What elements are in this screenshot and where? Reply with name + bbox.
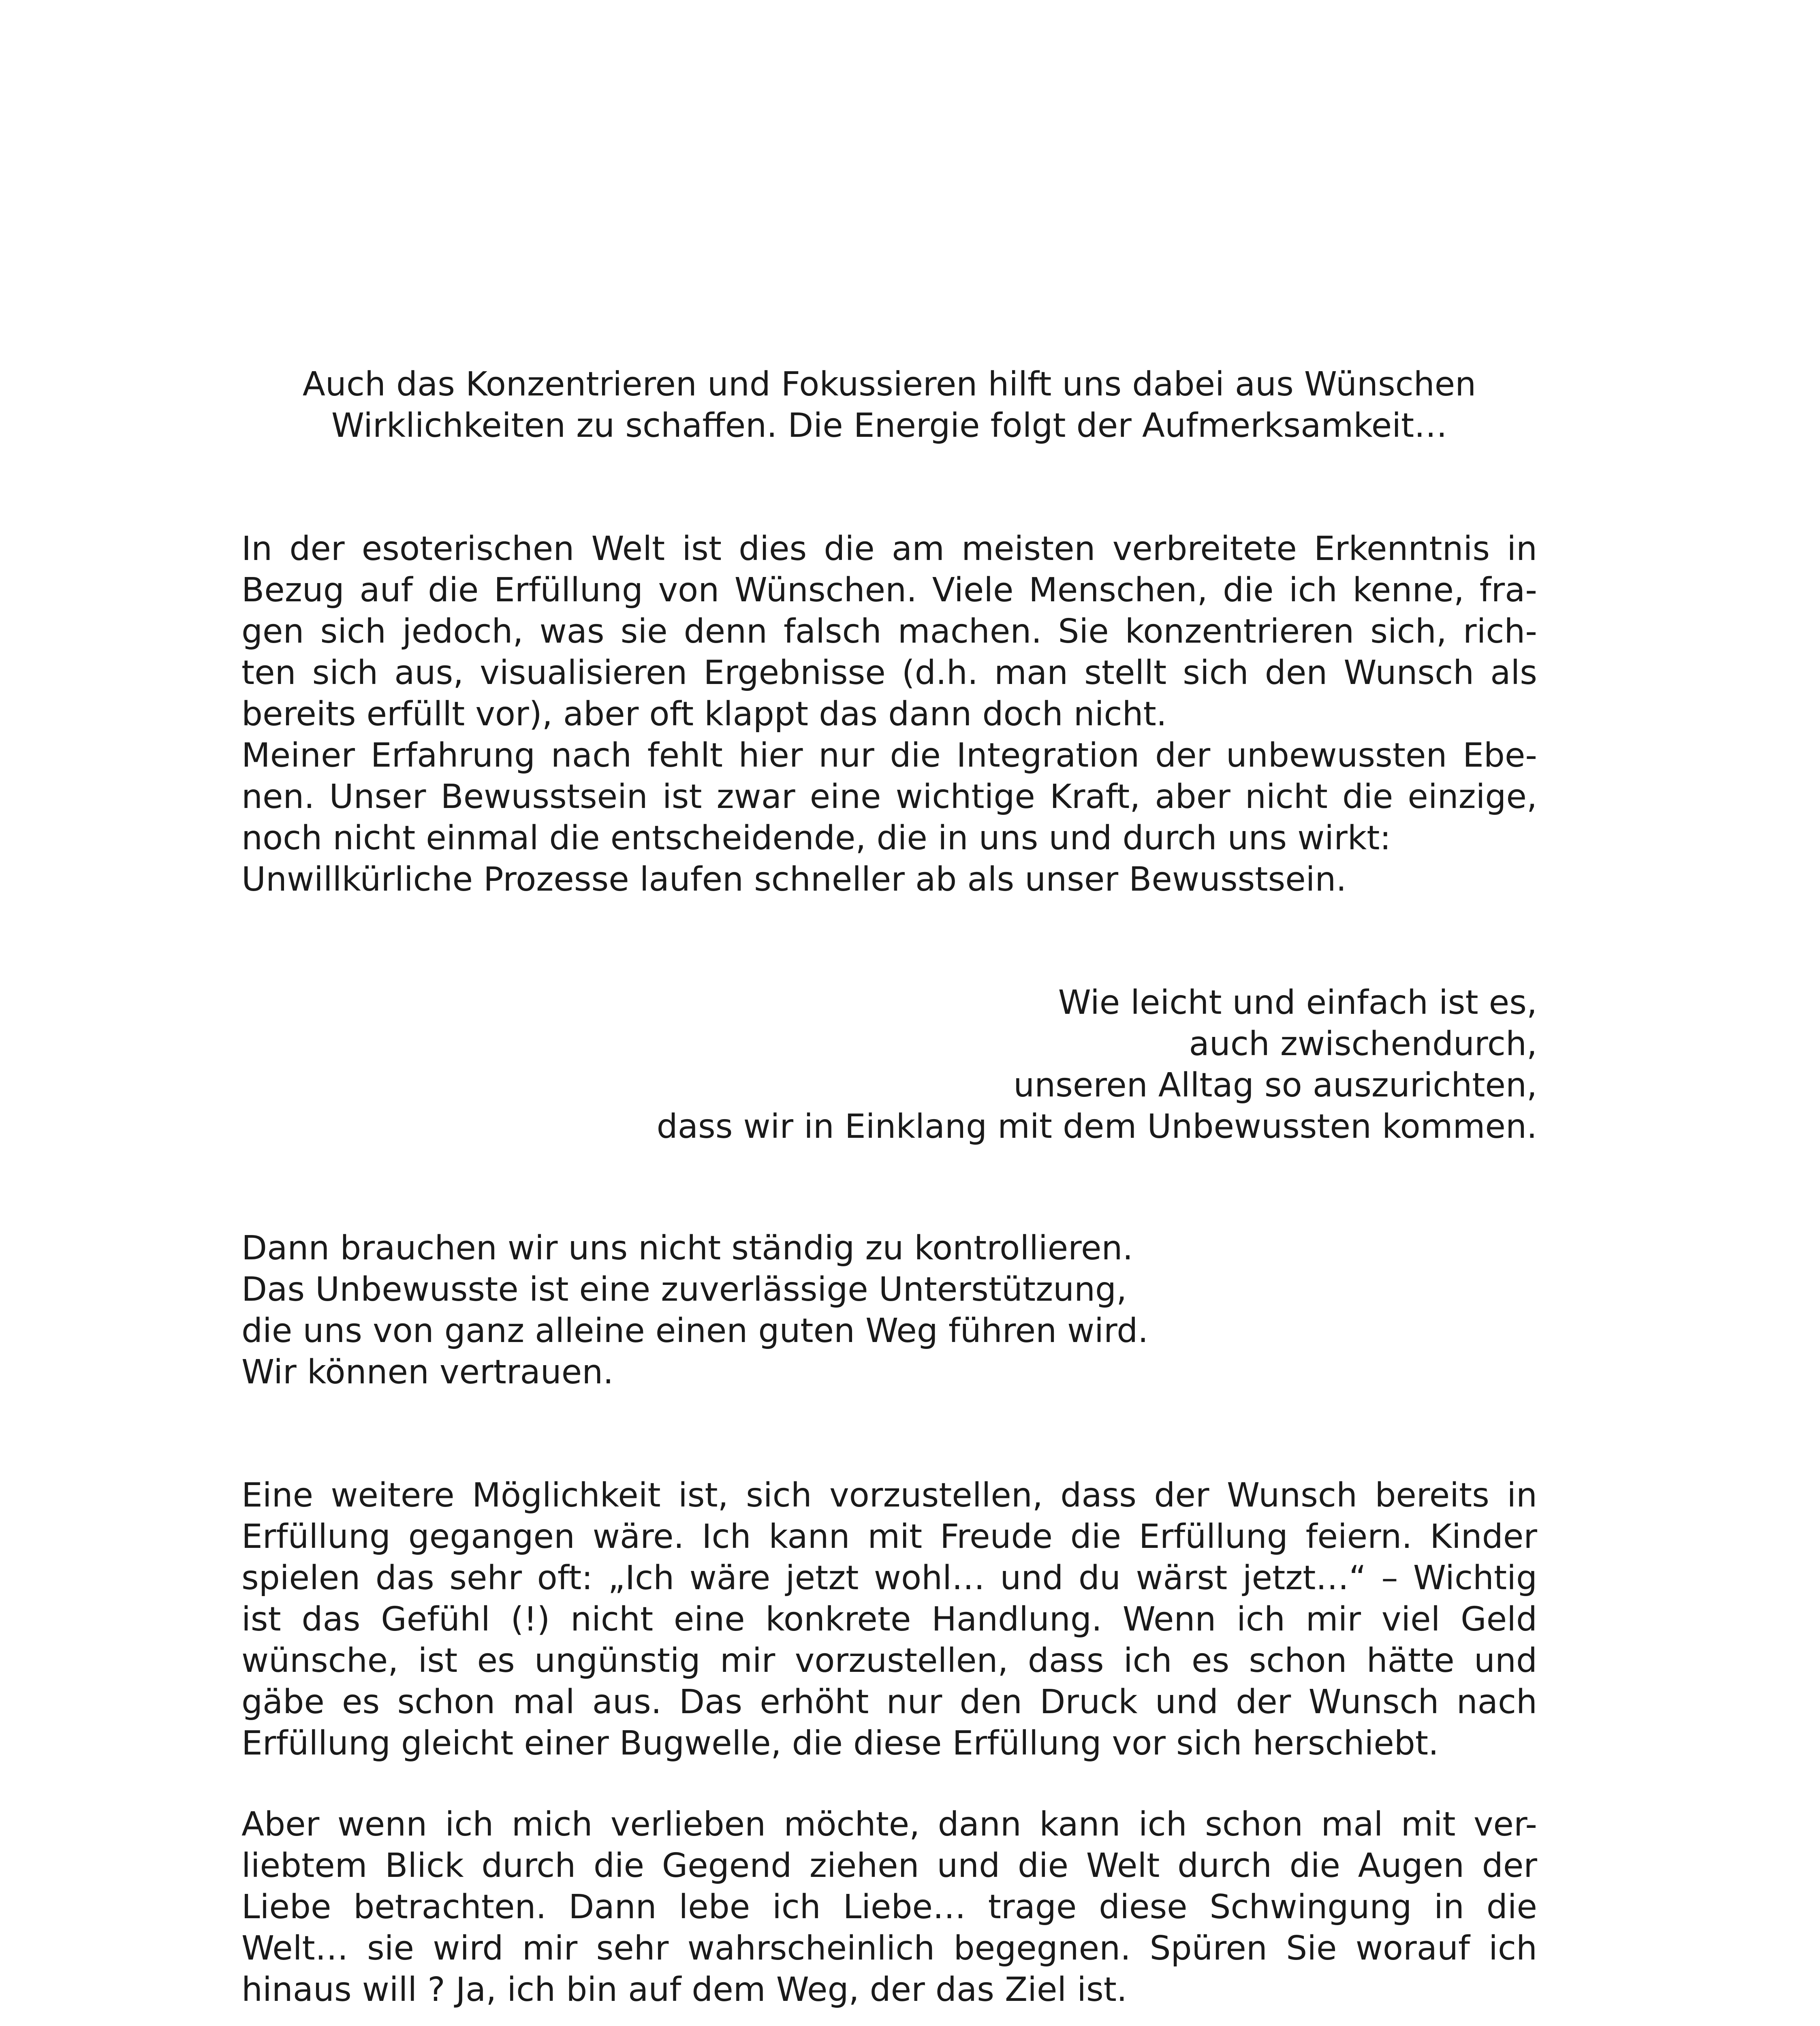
intro-quote	[241, 364, 1537, 447]
verse-line: unseren Alltag so auszurichten,	[1013, 1066, 1537, 1105]
paragraph-line: liebtem Blick durch die Gegend ziehen und die Welt durch die Augen der	[241, 1846, 1537, 1885]
paragraph-line: ist das Gefühl (!) nicht eine konkrete Handlung. Wenn ich mir viel Geld	[241, 1600, 1537, 1639]
verse-line: Wie leicht und einfach ist es,	[1058, 983, 1537, 1022]
paragraph-2	[241, 1475, 1537, 1764]
verse-2	[241, 1228, 1537, 1393]
paragraph-line: Eine weitere Möglichkeit ist, sich vorzustellen, dass der Wunsch bereits in	[241, 1476, 1537, 1515]
paragraph-line: Erfüllung gegangen wäre. Ich kann mit Freude die Erfüllung feiern. Kinder	[241, 1517, 1537, 1556]
paragraph-line: nen. Unser Bewusstsein ist zwar eine wichtige Kraft, aber nicht die einzige,	[241, 778, 1537, 816]
paragraph-line: bereits erfüllt vor), aber oft klappt das dann doch nicht.	[241, 695, 1167, 733]
paragraph-line: Bezug auf die Erfüllung von Wünschen. Viele Menschen, die ich kenne, fra-	[241, 571, 1537, 609]
verse-1	[241, 982, 1537, 1148]
paragraph-line: Erfüllung gleicht einer Bugwelle, die diese Erfüllung vor sich herschiebt.	[241, 1724, 1439, 1763]
verse-line: auch zwischendurch,	[1189, 1025, 1537, 1063]
verse-line: dass wir in Einklang mit dem Unbewussten kommen.	[656, 1107, 1537, 1146]
paragraph-line: Liebe betrachten. Dann lebe ich Liebe… trage diese Schwingung in die	[241, 1888, 1537, 1926]
paragraph-line: Aber wenn ich mich verlieben möchte, dann kann ich schon mal mit ver-	[241, 1805, 1537, 1844]
intro-line: Auch das Konzentrieren und Fokussieren hilft uns dabei aus Wünschen	[302, 365, 1476, 404]
paragraph-1	[241, 528, 1537, 900]
verse-line: Dann brauchen wir uns nicht ständig zu kontrollieren.	[241, 1229, 1133, 1267]
verse-line: Wir können vertrauen.	[241, 1353, 614, 1391]
paragraph-line: gen sich jedoch, was sie denn falsch machen. Sie konzentrieren sich, rich-	[241, 612, 1537, 651]
intro-line: Wirklichkeiten zu schaffen. Die Energie folgt der Aufmerksamkeit…	[331, 406, 1448, 445]
paragraph-line: spielen das sehr oft: „Ich wäre jetzt wohl… und du wärst jetzt…“ – Wichtig	[241, 1559, 1537, 1597]
verse-line: die uns von ganz alleine einen guten Weg führen wird.	[241, 1312, 1149, 1350]
verse-line: Das Unbewusste ist eine zuverlässige Unterstützung,	[241, 1270, 1127, 1309]
paragraph-line: ten sich aus, visualisieren Ergebnisse (d.h. man stellt sich den Wunsch als	[241, 654, 1537, 692]
paragraph-line: noch nicht einmal die entscheidende, die in uns und durch uns wirkt:	[241, 819, 1391, 857]
paragraph-line: Unwillkürliche Prozesse laufen schneller ab als unser Bewusstsein.	[241, 860, 1347, 899]
paragraph-line: Welt… sie wird mir sehr wahrscheinlich begegnen. Spüren Sie worauf ich	[241, 1929, 1537, 1968]
paragraph-line: hinaus will ? Ja, ich bin auf dem Weg, der das Ziel ist.	[241, 1970, 1127, 2009]
paragraph-line: In der esoterischen Welt ist dies die am meisten verbreitete Erkenntnis in	[241, 530, 1537, 568]
paragraph-3	[241, 1804, 1537, 2011]
paragraph-line: Meiner Erfahrung nach fehlt hier nur die Integration der unbewussten Ebe-	[241, 736, 1537, 775]
paragraph-line: gäbe es schon mal aus. Das erhöht nur den Druck und der Wunsch nach	[241, 1683, 1537, 1721]
paragraph-line: wünsche, ist es ungünstig mir vorzustellen, dass ich es schon hätte und	[241, 1641, 1537, 1680]
